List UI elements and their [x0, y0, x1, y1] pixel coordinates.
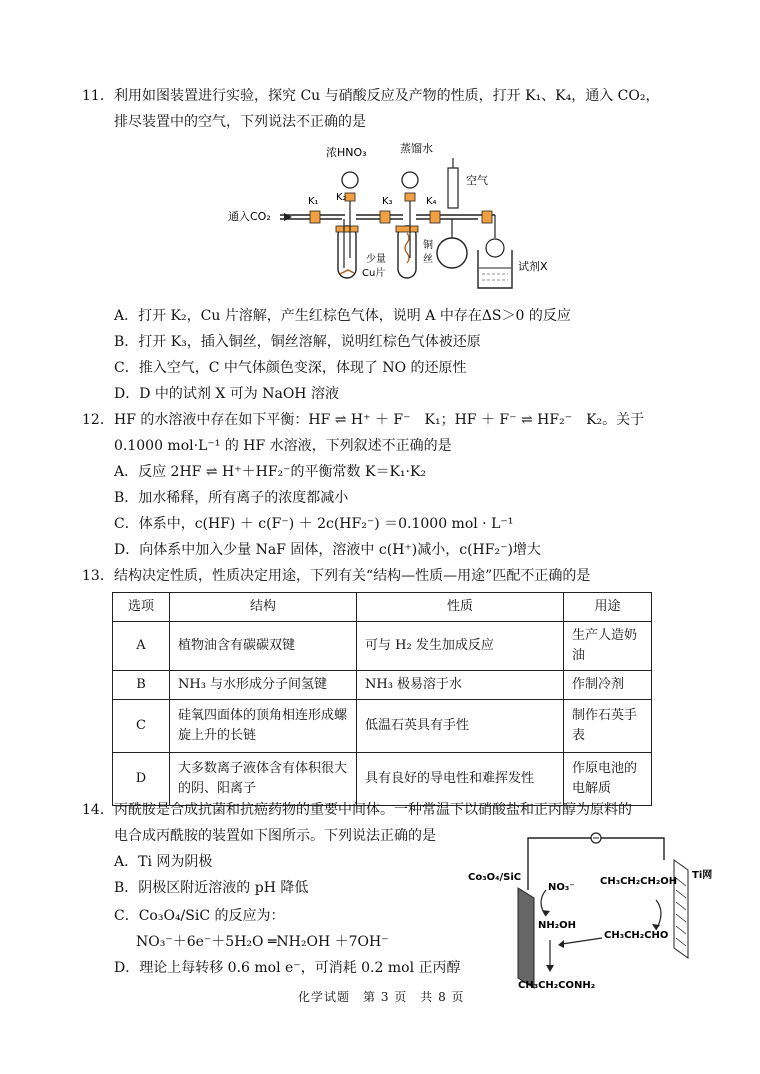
k1-valve-icon	[310, 211, 320, 223]
table-cell: 作制冷剂	[564, 671, 652, 700]
q14-stem-line2: 电合成丙酰胺的装置如下图所示。下列说法正确的是	[114, 828, 436, 844]
q11-stem-line2: 排尽装置中的空气，下列说法不正确的是	[114, 114, 366, 130]
table-cell: 硅氧四面体的顶角相连形成螺旋上升的长链	[170, 700, 357, 753]
q12-option-d: D．向体系中加入少量 NaF 固体，溶液中 c(H⁺)减小，c(HF₂⁻)增大	[114, 542, 541, 558]
table-cell: D	[113, 753, 170, 806]
q12-number: 12．	[82, 412, 114, 428]
q13-stem-text: 结构决定性质，性质决定用途，下列有关“结构—性质—用途”匹配不正确的是	[114, 568, 591, 584]
q14-stem-line1	[82, 800, 632, 820]
label-air: 空气	[466, 174, 488, 187]
label-wire-1: 铜	[423, 240, 433, 251]
q11-stem-line1	[82, 86, 659, 106]
q11-option-b: B．打开 K₃，插入铜丝，铜丝溶解，说明红棕色气体被还原	[114, 334, 481, 350]
table-header: 结构	[170, 593, 357, 622]
table-cell: 具有良好的导电性和难挥发性	[357, 753, 564, 806]
cathode-electrode-icon	[518, 888, 534, 988]
label-wire-2: 丝	[423, 254, 433, 265]
table-row	[113, 671, 652, 700]
table-row	[113, 700, 652, 753]
q13-table	[112, 592, 652, 806]
q11-apparatus-figure	[220, 138, 570, 298]
k4-valve-icon	[430, 211, 440, 223]
label-hno3: 浓HNO₃	[326, 146, 367, 159]
funnel-hno3-icon	[342, 172, 358, 188]
label-right-electrode: Ti网	[692, 870, 713, 881]
label-amide: CH₃CH₂CONH₂	[518, 980, 596, 991]
q11-number: 11．	[82, 88, 114, 104]
q14-stem-text1: 丙酰胺是合成抗菌和抗癌药物的重要中间体。一种常温下以硝酸盐和正丙醇为原料的	[114, 802, 632, 818]
table-cell: 大多数离子液体含有体积很大的阴、阳离子	[170, 753, 357, 806]
q14-option-c: C．Co₃O₄/SiC 的反应为：	[114, 908, 285, 924]
q12-option-a: A．反应 2HF ⇌ H⁺＋HF₂⁻的平衡常数 K＝K₁·K₂	[114, 464, 427, 480]
label-water: 蒸馏水	[400, 142, 433, 155]
q11-option-a: A．打开 K₂，Cu 片溶解，产生红棕色气体，说明 A 中存在ΔS＞0 的反应	[114, 308, 571, 324]
table-row	[113, 753, 652, 806]
q14-electrolysis-figure	[466, 828, 726, 996]
table-cell: 作原电池的电解质	[564, 753, 652, 806]
q12-stem-line2: 0.1000 mol·L⁻¹ 的 HF 水溶液，下列叙述不正确的是	[114, 438, 452, 454]
label-k4: K₄	[426, 196, 437, 207]
table-cell: 低温石英具有手性	[357, 700, 564, 753]
table-cell: NH₃ 与水形成分子间氢键	[170, 671, 357, 700]
label-left-electrode: Co₃O₄/SiC	[468, 872, 522, 883]
page-footer: 化学试题 第 3 页 共 8 页	[298, 990, 465, 1004]
label-cu-2: Cu片	[362, 268, 386, 279]
label-co2: 通入CO₂	[228, 210, 271, 223]
q14-option-a: A．Ti 网为阴极	[114, 854, 213, 870]
table-cell: NH₃ 极易溶于水	[357, 671, 564, 700]
table-cell: 制作石英手表	[564, 700, 652, 753]
table-cell: 生产人造奶油	[564, 622, 652, 671]
label-cu-1: 少量	[366, 254, 386, 265]
q13-number: 13．	[82, 568, 114, 584]
q11-option-d: D．D 中的试剂 X 可为 NaOH 溶液	[114, 386, 339, 402]
label-k2: K₂	[336, 192, 347, 203]
label-reagent: 试剂X	[518, 260, 548, 273]
table-row	[113, 622, 652, 671]
q14-option-b: B．阴极区附近溶液的 pH 降低	[114, 880, 309, 896]
table-cell: C	[113, 700, 170, 753]
table-header: 性质	[357, 593, 564, 622]
label-no3: NO₃⁻	[548, 882, 575, 893]
funnel-water-icon	[402, 172, 418, 188]
q13-stem	[82, 566, 590, 586]
q12-stem-text1: HF 的水溶液中存在如下平衡：HF ⇌ H⁺ ＋ F⁻ K₁；HF ＋ F⁻ ⇌ HF₂⁻ K₂。关于	[114, 412, 645, 428]
table-cell: B	[113, 671, 170, 700]
syringe-icon	[448, 168, 458, 208]
table-cell: 可与 H₂ 发生加成反应	[357, 622, 564, 671]
table-header-row	[113, 593, 652, 622]
label-nh2oh: NH₂OH	[538, 920, 576, 931]
q11-stem-text1: 利用如图装置进行实验，探究 Cu 与硝酸反应及产物的性质，打开 K₁、K₄，通入 CO₂，	[114, 88, 660, 104]
table-cell: 植物油含有碳碳双键	[170, 622, 357, 671]
label-propanol: CH₃CH₂CH₂OH	[600, 876, 678, 887]
table-header: 用途	[564, 593, 652, 622]
table-header: 选项	[113, 593, 170, 622]
q12-option-b: B．加水稀释，所有离子的浓度都减小	[114, 490, 349, 506]
ti-mesh-electrode-icon	[674, 860, 688, 958]
label-k1: K₁	[308, 196, 319, 207]
q14-option-d: D．理论上每转移 0.6 mol e⁻，可消耗 0.2 mol 正丙醇	[114, 960, 461, 976]
flask-c-icon	[437, 238, 467, 268]
q12-stem-line1	[82, 410, 644, 430]
q14-option-c-equation: NO₃⁻＋6e⁻＋5H₂O ═NH₂OH ＋7OH⁻	[136, 934, 389, 950]
q11-option-c: C．推入空气，C 中气体颜色变深，体现了 NO 的还原性	[114, 360, 467, 376]
q12-option-c: C．体系中，c(HF) ＋ c(F⁻) ＋ 2c(HF₂⁻) ＝0.1000 mol · L⁻¹	[114, 516, 514, 532]
label-propanal: CH₃CH₂CHO	[604, 930, 669, 941]
table-cell: A	[113, 622, 170, 671]
label-k3: K₃	[382, 196, 393, 207]
q14-number: 14．	[82, 802, 114, 818]
